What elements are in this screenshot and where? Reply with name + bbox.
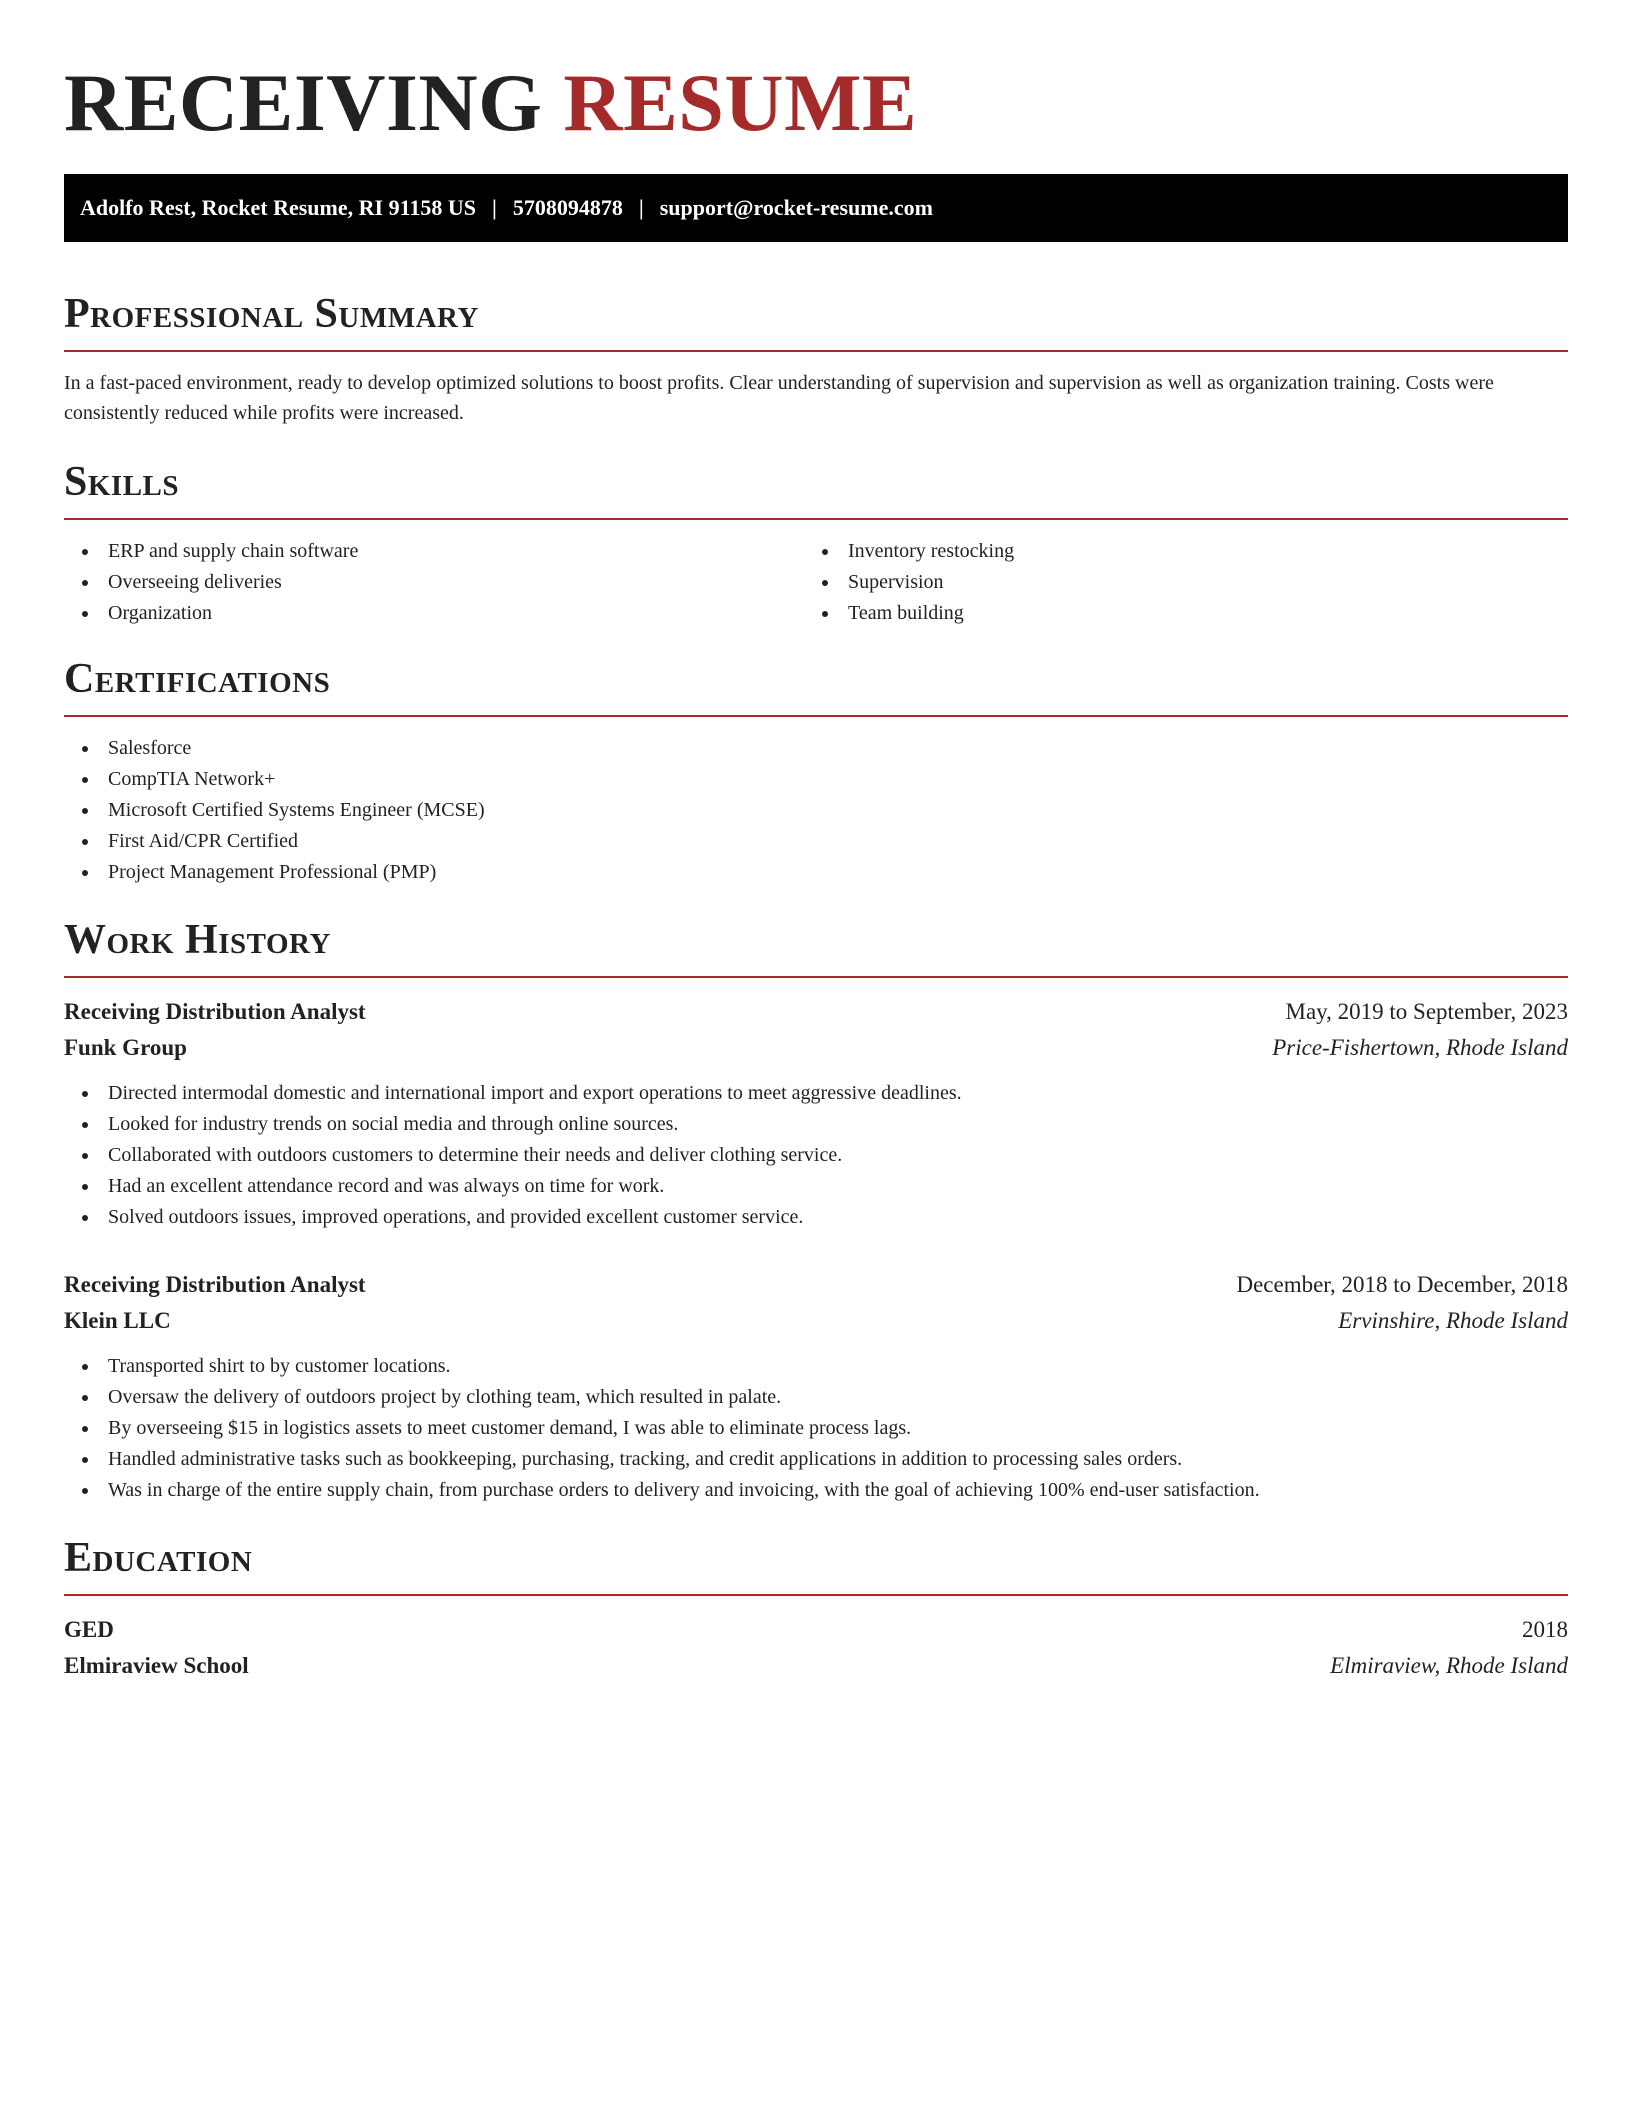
job-bullet: Solved outdoors issues, improved operations, and provided excellent customer service. bbox=[64, 1202, 1568, 1233]
job-entry bbox=[64, 994, 1568, 1233]
job-bullet: Transported shirt to by customer locations. bbox=[64, 1351, 1568, 1382]
job-location: Price-Fishertown, Rhode Island bbox=[1272, 1035, 1568, 1060]
summary-section bbox=[64, 288, 1568, 428]
job-dates: May, 2019 to September, 2023 bbox=[1285, 999, 1568, 1024]
education-school-row bbox=[64, 1648, 1568, 1684]
education-heading: Education bbox=[64, 1532, 1568, 1596]
education-school: Elmiraview School bbox=[64, 1653, 249, 1678]
job-title: Receiving Distribution Analyst bbox=[64, 1272, 366, 1297]
certifications-list bbox=[64, 733, 1568, 888]
certification-item: Salesforce bbox=[64, 733, 1568, 764]
job-company: Funk Group bbox=[64, 1035, 187, 1060]
contact-address: Adolfo Rest, Rocket Resume, RI 91158 US bbox=[80, 195, 476, 220]
certification-item: First Aid/CPR Certified bbox=[64, 826, 1568, 857]
job-company-row bbox=[64, 1030, 1568, 1066]
skill-item: Inventory restocking bbox=[804, 536, 1544, 567]
summary-heading: Professional Summary bbox=[64, 288, 1568, 352]
job-bullets bbox=[64, 1351, 1568, 1506]
certifications-section bbox=[64, 653, 1568, 888]
skill-item: Team building bbox=[804, 598, 1544, 629]
job-bullets bbox=[64, 1078, 1568, 1233]
skills-columns bbox=[64, 536, 1568, 629]
education-degree: GED bbox=[64, 1617, 114, 1642]
work-history-section bbox=[64, 914, 1568, 1506]
contact-email[interactable]: support@rocket-resume.com bbox=[659, 195, 933, 220]
education-location: Elmiraview, Rhode Island bbox=[1330, 1653, 1568, 1678]
job-title-row bbox=[64, 994, 1568, 1030]
job-location: Ervinshire, Rhode Island bbox=[1338, 1308, 1568, 1333]
contact-phone[interactable]: 5708094878 bbox=[512, 195, 623, 220]
job-bullet: Handled administrative tasks such as bookkeeping, purchasing, tracking, and credit applications in addition to processing sales orders. bbox=[64, 1444, 1568, 1475]
contact-separator: | bbox=[491, 195, 497, 220]
job-entry bbox=[64, 1267, 1568, 1506]
job-title-row bbox=[64, 1267, 1568, 1303]
skills-list-left bbox=[64, 536, 804, 629]
resume-title bbox=[64, 0, 1568, 154]
certification-item: CompTIA Network+ bbox=[64, 764, 1568, 795]
education-year: 2018 bbox=[1522, 1617, 1568, 1642]
job-bullet: Oversaw the delivery of outdoors project by clothing team, which resulted in palate. bbox=[64, 1382, 1568, 1413]
skills-list-right bbox=[804, 536, 1544, 629]
job-bullet: Had an excellent attendance record and was always on time for work. bbox=[64, 1171, 1568, 1202]
skills-section bbox=[64, 456, 1568, 629]
job-bullet: Collaborated with outdoors customers to determine their needs and deliver clothing service. bbox=[64, 1140, 1568, 1171]
education-section bbox=[64, 1532, 1568, 1684]
job-company-row bbox=[64, 1303, 1568, 1339]
job-bullet: Was in charge of the entire supply chain, from purchase orders to delivery and invoicing, with the goal of achieving 100% end-user satisfaction. bbox=[64, 1475, 1568, 1506]
education-degree-row bbox=[64, 1612, 1568, 1648]
work-history-heading: Work History bbox=[64, 914, 1568, 978]
education-entry bbox=[64, 1612, 1568, 1684]
job-title: Receiving Distribution Analyst bbox=[64, 999, 366, 1024]
job-company: Klein LLC bbox=[64, 1308, 171, 1333]
skills-heading: Skills bbox=[64, 456, 1568, 520]
skill-item: Overseeing deliveries bbox=[64, 567, 804, 598]
job-bullet: Directed intermodal domestic and international import and export operations to meet aggressive deadlines. bbox=[64, 1078, 1568, 1109]
certification-item: Microsoft Certified Systems Engineer (MCSE) bbox=[64, 795, 1568, 826]
contact-bar bbox=[64, 174, 1568, 242]
skill-item: ERP and supply chain software bbox=[64, 536, 804, 567]
resume-page bbox=[64, 0, 1568, 1684]
contact-separator: | bbox=[638, 195, 644, 220]
skill-item: Supervision bbox=[804, 567, 1544, 598]
certifications-heading: Certifications bbox=[64, 653, 1568, 717]
job-bullet: By overseeing $15 in logistics assets to meet customer demand, I was able to eliminate process lags. bbox=[64, 1413, 1568, 1444]
certification-item: Project Management Professional (PMP) bbox=[64, 857, 1568, 888]
summary-text: In a fast-paced environment, ready to develop optimized solutions to boost profits. Clear understanding of supervision and supervision as well as organization training. Costs were consistently reduced while profits were increased. bbox=[64, 372, 1494, 424]
skill-item: Organization bbox=[64, 598, 804, 629]
title-accent: RESUME bbox=[563, 57, 918, 148]
job-dates: December, 2018 to December, 2018 bbox=[1236, 1272, 1568, 1297]
title-main: RECEIVING bbox=[64, 57, 543, 148]
job-bullet: Looked for industry trends on social media and through online sources. bbox=[64, 1109, 1568, 1140]
